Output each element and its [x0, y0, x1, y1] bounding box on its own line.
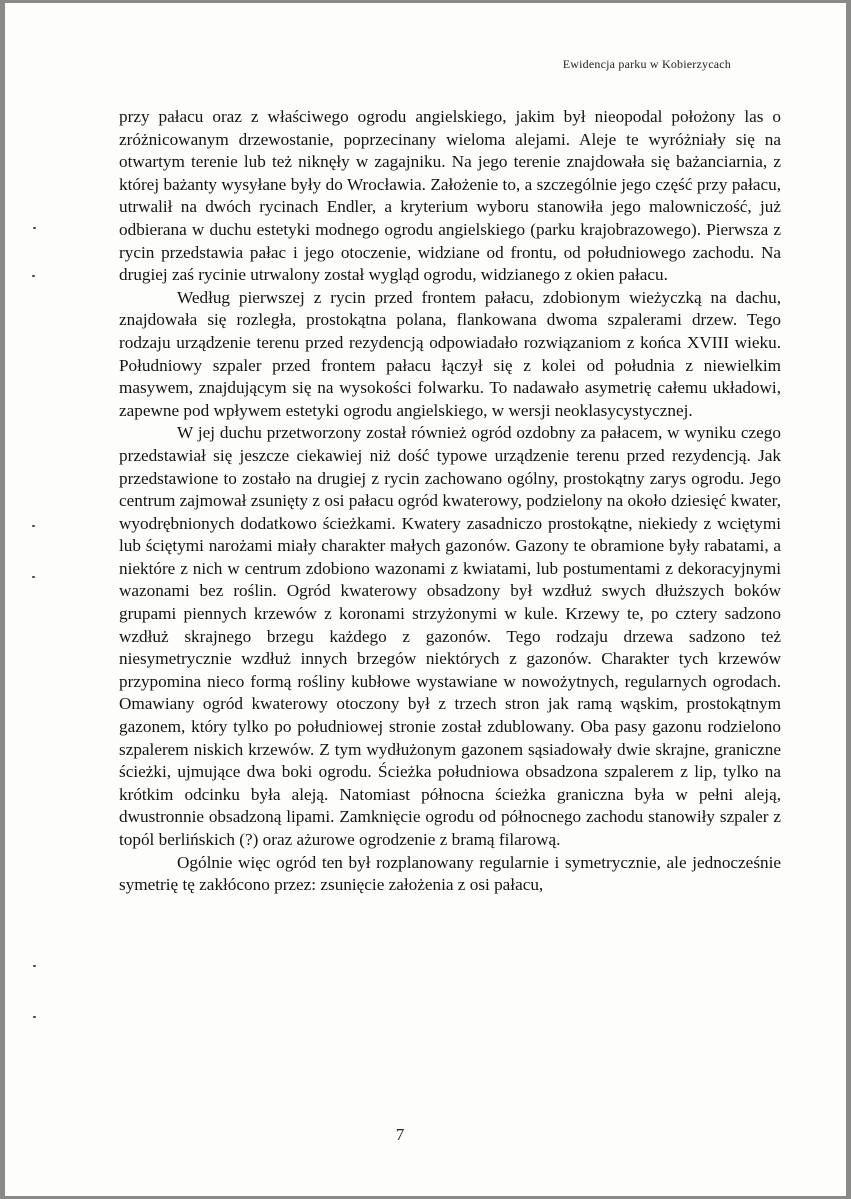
scan-speck: [33, 1016, 36, 1018]
scan-speck: [33, 227, 36, 229]
paragraph-1: przy pałacu oraz z właściwego ogrodu angielskiego, jakim był nieopodal położony las o zróżnicowanym drzewostanie, poprzecinany wieloma alejami. Aleje te wyróżniały się na otwartym terenie lub też niknęły w zagajniku. Na jego terenie znajdowała się bażanciarnia, z której bażanty wysyłane były do Wrocławia. Założenie to, a szczególnie jego część przy pałacu, utrwalił na dwóch rycinach Endler, a kryterium wyboru stanowiła jego malowniczość, już odbierana w duchu estetyki modnego ogrodu angielskiego (parku krajobrazowego). Pierwsza z rycin przedstawia pałac i jego otoczenie, widziane od frontu, od południowego zachodu. Na drugiej zaś rycinie utrwalony został wygląd ogrodu, widzianego z okien pałacu.: [119, 107, 781, 285]
page-number: 7: [395, 1125, 405, 1144]
body-text: [119, 106, 781, 897]
paragraph-3: W jej duchu przetworzony został również ogród ozdobny za pałacem, w wyniku czego przedstawiał się jeszcze ciekawiej niż dość typowe urządzenie terenu przed rezydencją. Jak przedstawione to zostało na drugiej z rycin zachowano ogólny, prostokątny zarys ogrodu. Jego centrum zajmował zsunięty z osi pałacu ogród kwaterowy, podzielony na około dziesięć kwater, wyodrębnionych dodatkowo ścieżkami. Kwatery zasadniczo prostokątne, niekiedy z wciętymi lub ściętymi narożami miały charakter małych gazonów. Gazony te obramione były rabatami, a niektóre z nich w centrum zdobiono wazonami z kwiatami, lub postumentami z dekoracyjnymi wazonami bez roślin. Ogród kwaterowy obsadzony był wzdłuż swych dłuższych boków grupami piennych krzewów z koronami strzyżonymi w kule. Krzewy te, po cztery sadzono wzdłuż skrajnego brzegu każdego z gazonów. Tego rodzaju drzewa sadzono też niesymetrycznie wzdłuż innych brzegów niektórych z gazonów. Charakter tych krzewów przypomina nieco formą rośliny kubłowe wystawiane w nowożytnych, regularnych ogrodach. Omawiany ogród kwaterowy otoczony był z trzech stron jak ramą wąskim, prostokątnym gazonem, który tylko po południowej stronie został zdublowany. Oba pasy gazonu rodzielono szpalerem niskich krzewów. Z tym wydłużonym gazonem sąsiadowały dwie skrajne, graniczne ścieżki, ujmujące dwa boki ogrodu. Ścieżka południowa obsadzona szpalerem z lip, tylko na krótkim odcinku była aleją. Natomiast północna ścieżka graniczna była w pełni aleją, dwustronnie obsadzoną lipami. Zamknięcie ogrodu od północnego zachodu stanowiły szpaler z topól berlińskich (?) oraz ażurowe ogrodzenie z bramą filarową.: [119, 423, 781, 849]
paragraph-4: Ogólnie więc ogród ten był rozplanowany regularnie i symetrycznie, ale jednocześnie symetrię tę zakłócono przez: zsunięcie założenia z osi pałacu,: [119, 852, 781, 895]
scan-speck: [33, 965, 36, 967]
scan-speck: [32, 525, 35, 527]
paragraph-2: Według pierwszej z rycin przed frontem pałacu, zdobionym wieżyczką na dachu, znajdowała się rozległa, prostokątna polana, flankowana dwoma szpalerami drzew. Tego rodzaju urządzenie terenu przed rezydencją odpowiadało rozwiązaniom z końca XVIII wieku. Południowy szpaler przed frontem pałacu łączył się z kolei od południa z niewielkim masywem, znajdującym się na wysokości folwarku. To nadawało asymetrię całemu układowi, zapewne pod wpływem estetyki ogrodu angielskiego, w wersji neoklasycystycznej.: [119, 287, 781, 420]
running-header: Ewidencja parku w Kobierzycach: [562, 57, 731, 71]
document-page: [5, 3, 846, 1196]
scan-speck: [32, 576, 35, 578]
scan-speck: [32, 275, 35, 277]
